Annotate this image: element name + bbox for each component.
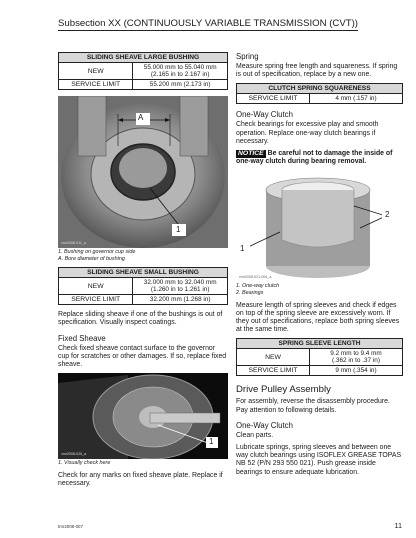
- row-value: 4 mm (.157 in): [310, 94, 403, 104]
- caption-line: 2. Bearings: [236, 290, 264, 297]
- value-line: 32.000 mm to 32.040 mm: [143, 279, 217, 287]
- row-label: NEW: [59, 278, 133, 295]
- large-bushing-table: [58, 52, 228, 90]
- photo-code: vmr2008-020_a: [61, 452, 87, 457]
- marker-1: 1: [209, 437, 214, 447]
- caption-line: 1. Bushing on governor cup side: [58, 249, 136, 255]
- table-row: [59, 278, 228, 295]
- table-title: SLIDING SHEAVE LARGE BUSHING: [59, 53, 228, 63]
- page-number: 11: [394, 521, 402, 530]
- table-title: SPRING SLEEVE LENGTH: [237, 339, 403, 349]
- page-header: [0, 18, 416, 29]
- row-label: NEW: [59, 63, 133, 80]
- one-way-clutch-photo: [236, 170, 403, 282]
- one-way-clutch-illustration: [236, 170, 403, 282]
- photo-code: vmr2008-021-004_a: [239, 275, 272, 280]
- caption: [236, 283, 403, 296]
- caption: [58, 460, 228, 467]
- marker-2: 2: [385, 210, 390, 220]
- value-line: (2.165 in to 2.167 in): [150, 71, 210, 78]
- drive-pulley-paragraph: For assembly, reverse the disassembly procedure. Pay attention to following details.: [236, 398, 390, 414]
- row-value: 55.200 mm (2.173 in): [133, 80, 228, 90]
- footer-doc-code: tmr2008-007: [58, 524, 83, 529]
- one-way-clutch-assembly-heading: One-Way Clutch: [236, 420, 293, 430]
- caption-line: 1. One-way clutch: [236, 283, 280, 290]
- bushing-photo: [58, 96, 228, 248]
- table-row: [59, 295, 228, 305]
- row-label: SERVICE LIMIT: [59, 295, 133, 305]
- marker-1: 1: [240, 244, 245, 254]
- small-bushing-table: [58, 267, 228, 305]
- page-title: Subsection XX (CONTINUOUSLY VARIABLE TRANSMISSION (CVT)): [58, 18, 358, 29]
- caption-line: 1. Visually check here: [58, 460, 111, 467]
- value-line: 9.2 mm to 9.4 mm: [330, 350, 382, 358]
- right-column: [236, 52, 403, 481]
- row-label: SERVICE LIMIT: [59, 80, 133, 90]
- row-value: [133, 278, 228, 295]
- fixed-sheave-photo: [58, 373, 228, 459]
- marker-a: A: [138, 113, 144, 122]
- notice-text: Be careful not to damage the inside of one-way clutch during bearing removal.: [236, 150, 393, 166]
- value-line: (.362 in to .37 in): [332, 357, 380, 365]
- caption-line: A. Bore diameter of bushing: [58, 255, 125, 262]
- table-title: CLUTCH SPRING SQUARENESS: [237, 84, 403, 94]
- table-row: [59, 63, 228, 80]
- notice-block: [236, 150, 403, 166]
- one-way-clutch-heading: One-Way Clutch: [236, 110, 293, 120]
- row-value: 32.200 mm (1.268 in): [133, 295, 228, 305]
- row-label: SERVICE LIMIT: [237, 366, 310, 376]
- spring-squareness-table: [236, 83, 403, 104]
- photo-code: vmr2008-011_a: [61, 241, 86, 245]
- lubricate-paragraph: Lubricate springs, spring sleeves and between one way clutch bearings using ISOFLEX GREASE TOPAS NB 52 (P/N 293 550 021). Push grease inside bearings to ensure adequate lubrication.: [236, 444, 402, 476]
- fixed-sheave-illustration: [58, 373, 228, 459]
- row-value: [310, 349, 403, 366]
- drive-pulley-heading: Drive Pulley Assembly: [236, 384, 331, 396]
- one-way-clutch-paragraph: Check bearings for excessive play and smooth operation. Replace one-way clutch bearings if necessary.: [236, 121, 379, 145]
- row-value: 9 mm (.354 in): [310, 366, 403, 376]
- notice-badge: NOTICE: [238, 150, 264, 158]
- row-label: NEW: [237, 349, 310, 366]
- table-title: SLIDING SHEAVE SMALL BUSHING: [59, 268, 228, 278]
- value-line: (1.260 in to 1.261 in): [150, 286, 210, 294]
- spring-paragraph: Measure spring free length and squareness. If spring is out of specification, replace by a new one.: [236, 63, 398, 79]
- table-row: [237, 94, 403, 104]
- table-row: [59, 80, 228, 90]
- left-column: [58, 52, 228, 492]
- spring-heading: Spring: [236, 52, 259, 61]
- marker-1: 1: [176, 225, 181, 234]
- caption: [58, 249, 228, 262]
- fixed-sheave-heading: Fixed Sheave: [58, 333, 106, 343]
- header-rule: [58, 30, 358, 31]
- row-value: [133, 63, 228, 80]
- clean-parts-paragraph: Clean parts.: [236, 431, 274, 439]
- spring-sleeve-table: [236, 338, 403, 376]
- final-paragraph: Check for any marks on fixed sheave plate. Replace if necessary.: [58, 471, 223, 487]
- value-line: 55.000 mm to 55.040 mm: [143, 64, 217, 71]
- table-row: [237, 349, 403, 366]
- row-label: SERVICE LIMIT: [237, 94, 310, 104]
- table-row: [237, 366, 403, 376]
- measure-paragraph: Measure length of spring sleeves and check if edges on top of the spring sleeve are excessively worn. If they out of specifications, replace both spring sleeves at the same time.: [236, 301, 400, 334]
- fixed-sheave-paragraph: Check fixed sheave contact surface to the governor cup for scratches or other damages. If so, replace fixed sheave.: [58, 344, 227, 368]
- replace-paragraph: Replace sliding sheave if one of the bushings is out of specification. Visually inspect coatings.: [58, 311, 223, 327]
